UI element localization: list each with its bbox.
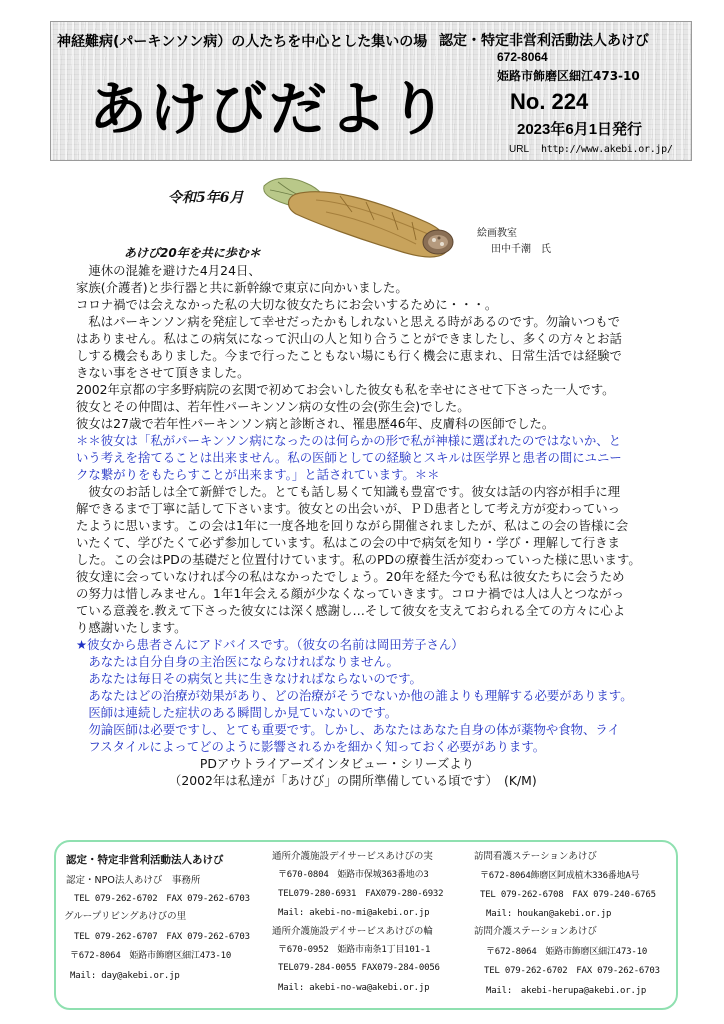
group-home-name: グループリビングあけびの里	[64, 911, 187, 922]
day1-mail[interactable]: Mail: akebi-no-mi@akebi.or.jp	[278, 908, 430, 918]
office-name: 認定・NPO法人あけび 事務所	[66, 875, 201, 886]
article-line: 勿論医師は必要ですし、とても重要です。しかし、あなたはあなた自身の体が薬物や食物、ライ	[76, 722, 620, 737]
issue-date: 2023年6月1日発行	[517, 121, 643, 138]
org-address: 姫路市飾磨区細江473-10	[497, 69, 640, 83]
org-name: 認定・特定非営利活動法人あけび	[439, 33, 649, 49]
article-line: フスタイルによってどのように影響されるかを細かく知っておく必要があります。	[76, 739, 546, 754]
group-home-tel: TEL 079-262-6707 FAX 079-262-6703	[74, 932, 250, 942]
art-caption	[477, 226, 551, 258]
article-line: 医師は連続した症状のある瞬間しか見ていないのです。	[76, 705, 398, 720]
nursing-station-name: 訪問看護ステーションあけび	[474, 851, 597, 862]
issue-number: No. 224	[510, 89, 589, 114]
article-line: しする機会もありました。今まで行ったこともない場にも行く機会に恵まれ、日常生活では経験で	[76, 348, 622, 363]
nursing-station-tel: TEL 079-262-6708 FAX 079-240-6765	[480, 890, 656, 900]
article-title: あけび20年を共に歩む＊	[124, 246, 261, 260]
article-line: 彼女とその仲間は、若年性パーキンソン病の女性の会(弥生会)でした。	[76, 399, 470, 414]
day1-tel: TEL079-280-6931 FAX079-280-6932	[278, 889, 444, 899]
care-station-mail[interactable]: Mail: akebi-herupa@akebi.or.jp	[486, 986, 647, 996]
group-home-address: 〒672-8064 姫路市飾磨区細江473-10	[70, 951, 232, 961]
day2-tel: TEL079-284-0055 FAX079-284-0056	[278, 963, 440, 973]
article-line: り感謝いたします。	[76, 620, 187, 635]
masthead-tagline: 神経難病(パーキンソン病）の人たちを中心とした集いの場	[57, 34, 428, 50]
article-line: （2002年は私達が「あけび」の開所準備している頃です） (K/M)	[76, 773, 537, 788]
art-caption-artist: 田中千潮 氏	[491, 244, 551, 255]
day2-address: 〒670-0952 姫路市南条1丁目101-1	[278, 945, 431, 955]
masthead	[50, 21, 692, 161]
article-line: した。この会はPDの基礎だと位置付けています。私のPDの療養生活が変わっていった様に思います。	[76, 552, 641, 567]
article-line: 2002年京都の宇多野病院の玄関で初めてお会いした彼女も私を幸せにさせて下さった一人です。	[76, 382, 615, 397]
article-line: 彼女は27歳で若年性パーキンソン病と診断され、罹患歴46年、皮膚科の医師でした。	[76, 416, 555, 431]
article-line: ★彼女から患者さんにアドバイスです。（彼女の名前は岡田芳子さん）	[76, 637, 464, 652]
care-station-tel: TEL 079-262-6702 FAX 079-262-6703	[484, 966, 660, 976]
day1-name: 通所介護施設デイサービスあけびの実	[272, 851, 433, 862]
era-heading: 令和5年6月	[168, 190, 244, 206]
article-line: 私はパーキンソン病を発症して幸せだったかもしれないと思える時があるのです。勿論いつもで	[76, 314, 621, 329]
article-line: 彼女達に会っていなければ今の私はなかったでしょう。20年を経た今でも私は彼女たちに会うため	[76, 569, 625, 584]
day2-mail[interactable]: Mail: akebi-no-wa@akebi.or.jp	[278, 983, 430, 993]
article-line: いう考えを捨てることは出来ません。私の医師としての経験とスキルは医学界と患者の間にユニー	[76, 450, 622, 465]
spring-roll-illustration	[256, 172, 462, 264]
article-line: の努力は惜しみません。1年1年会える顔が少なくなっていきます。コロナ禍では人は人とつながっ	[76, 586, 625, 601]
contact-footer	[54, 840, 678, 1010]
nursing-station-mail[interactable]: Mail: houkan@akebi.or.jp	[486, 909, 612, 919]
care-station-address: 〒672-8064 姫路市飾磨区細江473-10	[486, 947, 648, 957]
url-label: URL	[509, 144, 530, 155]
office-tel: TEL 079-262-6702 FAX 079-262-6703	[74, 894, 250, 904]
footer-org-title: 認定・特定非営利活動法人あけび	[66, 854, 224, 866]
article-line: 連休の混雑を避けた4月24日、	[76, 263, 261, 278]
article-line: ている意義を.教えて下さった彼女には深く感謝し…そして彼女を支えておられる全ての方々に心よ	[76, 603, 626, 618]
article-line: 解できるまで丁寧に話して下さいます。彼女との出会いが、ＰＤ患者として考え方が変わっていっ	[76, 501, 621, 516]
article-line: はありません。私はこの病気になって沢山の人と知り合うことができましたし、多くの方々とお話	[76, 331, 622, 346]
website-url[interactable]: http://www.akebi.or.jp/	[541, 144, 673, 155]
day-mail[interactable]: Mail: day@akebi.or.jp	[70, 971, 180, 981]
art-caption-class: 絵画教室	[477, 228, 517, 239]
article-line: 彼女のお話しは全て新鮮でした。とても話し易くて知識も豊富です。彼女は話の内容が相手に理	[76, 484, 621, 499]
article-line: いたくて、学びたくて必ず参加しています。私はこの会の中で病気を知り・学び・理解して行きま	[76, 535, 620, 550]
care-station-name: 訪問介護ステーションあけび	[474, 926, 597, 937]
article-line: クな繋がりをもたらすことが出来ます。」と話されています。＊＊	[76, 467, 440, 482]
nursing-station-address: 〒672-8064飾磨区阿成植木336番地A号	[480, 871, 640, 881]
day1-address: 〒670-0804 姫路市保城363番地の3	[278, 870, 429, 880]
article-line: 家族(介護者)と歩行器と共に新幹線で東京に向かいました。	[76, 280, 408, 295]
day2-name: 通所介護施設デイサービスあけびの輪	[272, 926, 433, 937]
article-line: たように思います。この会は1年に一度各地を回りながら開催されましたが、私はこの会の皆様に会	[76, 518, 629, 533]
article-line: ＊＊彼女は「私がパーキンソン病になったのは何らかの形で私が神様に選ばれたのではないか、と	[76, 433, 622, 448]
article-line: きない事をさせて頂きました。	[76, 365, 250, 380]
article-body	[76, 262, 696, 789]
article-line: コロナ禍では会えなかった私の大切な彼女たちにお会いするために・・・。	[76, 297, 498, 312]
newsletter-title: あけびだより	[89, 75, 450, 143]
article-line: あなたはどの治療が効果があり、どの治療がそうでないか他の誰よりも理解する必要があります。	[76, 688, 633, 703]
article-line: PDアウトライアーズインタビュー・シリーズより	[76, 756, 475, 771]
article-line: あなたは毎日その病気と共に生きなければならないのです。	[76, 671, 422, 686]
article-line: あなたは自分自身の主治医にならなければなりません。	[76, 654, 399, 669]
postal-code: 672-8064	[497, 50, 548, 64]
